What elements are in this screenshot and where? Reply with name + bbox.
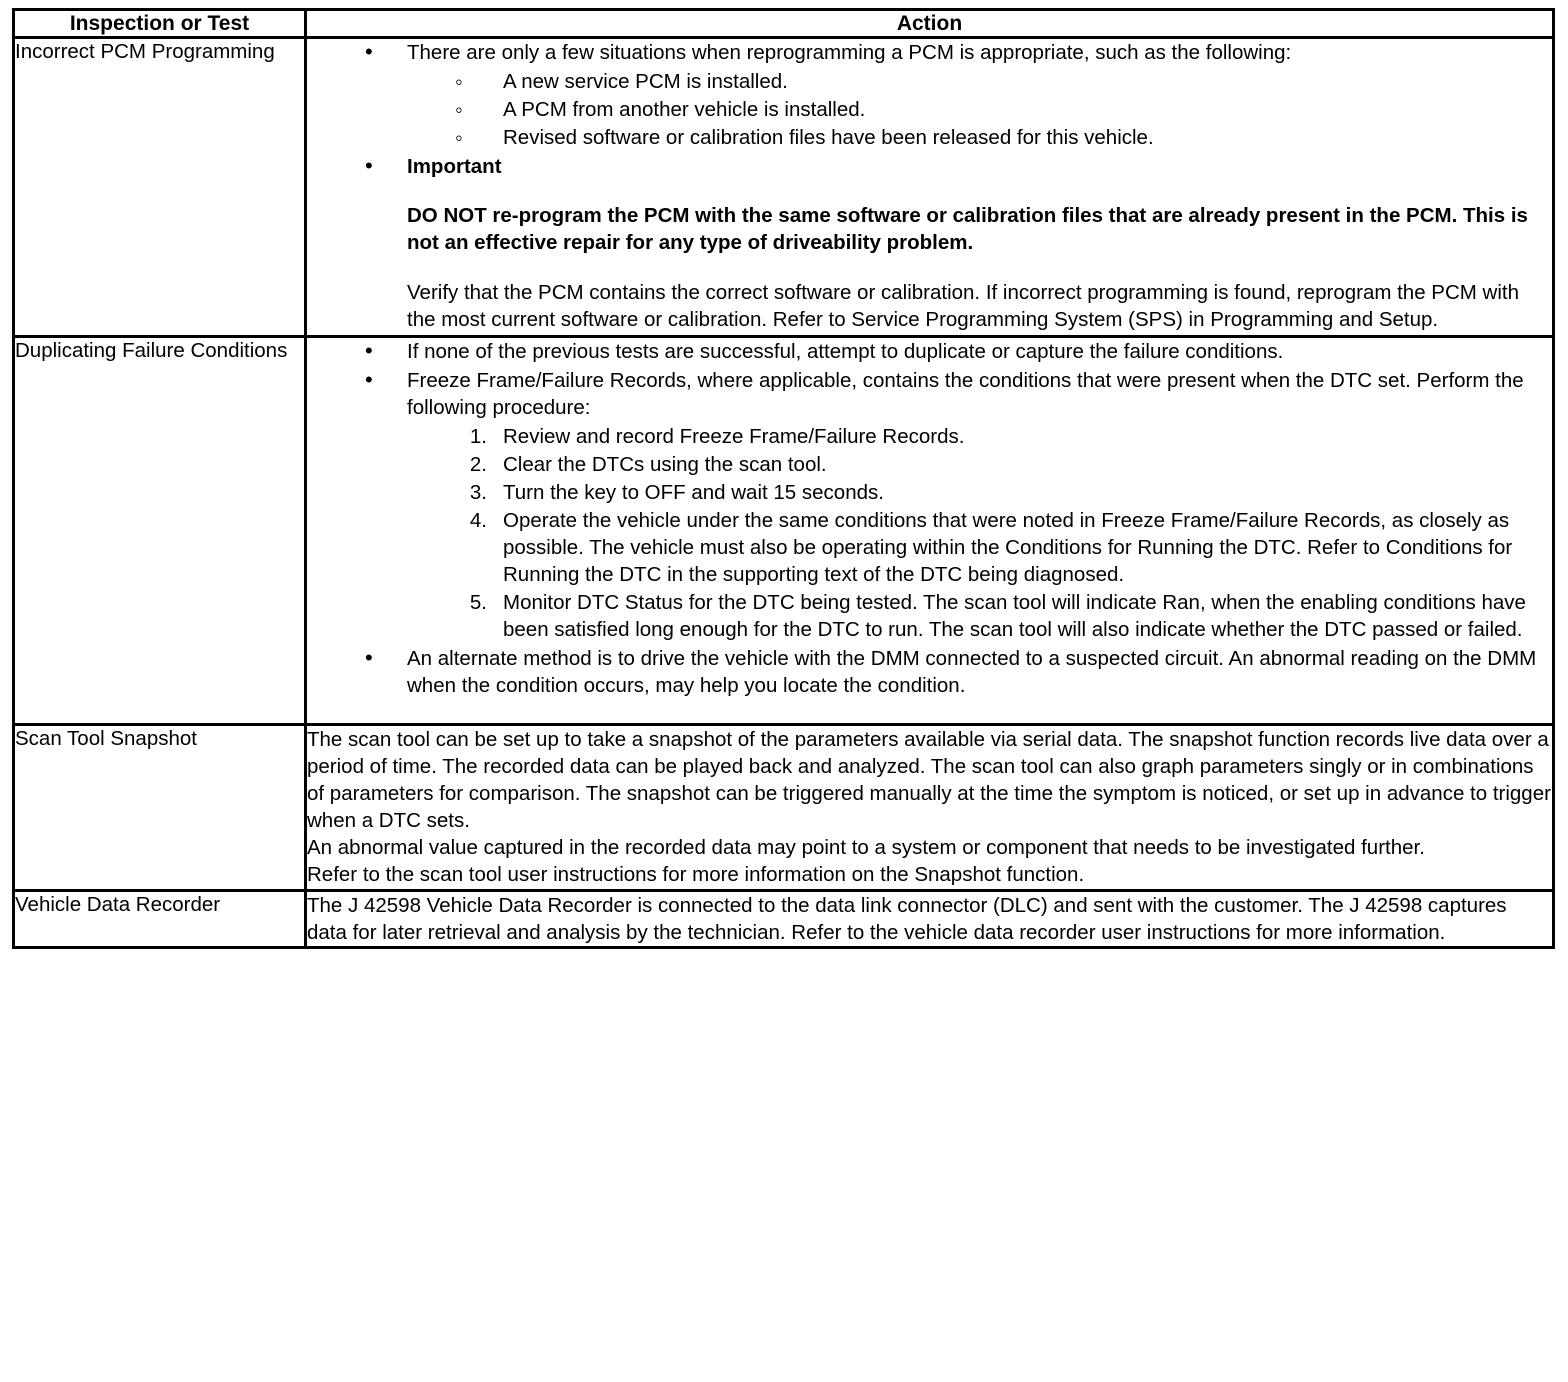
- list-item: [365, 645, 1552, 699]
- bullet-text: There are only a few situations when reprogramming a PCM is appropriate, such as the following:: [407, 41, 1292, 65]
- step-text: Review and record Freeze Frame/Failure Records.: [503, 424, 965, 448]
- row-content-incorrect-pcm-programming: [306, 38, 1554, 336]
- list-item: [453, 589, 1552, 643]
- row-content-duplicating-failure-conditions: [306, 336, 1554, 725]
- diagnostic-table: [12, 8, 1555, 949]
- bullet-list: [307, 338, 1552, 700]
- paragraph: The scan tool can be set up to take a snapshot of the parameters available via serial data. The snapshot function records live data over a period of time. The recorded data can be played back and analyzed. The scan tool can also graph parameters singly or in combinations of parameters for comparison. The snapshot can be triggered manually at the time the symptom is noticed, or set up in advance to trigger when a DTC sets.: [307, 728, 1551, 833]
- verify-text: Verify that the PCM contains the correct software or calibration. If incorrect programming is found, reprogram the PCM with the most current software or calibration. Refer to Service Programming System (SPS) in Programming and Setup.: [407, 280, 1520, 331]
- table-row: [14, 38, 1554, 336]
- step-text: Clear the DTCs using the scan tool.: [503, 452, 827, 476]
- sub-bullet-text: Revised software or calibration files have been released for this vehicle.: [503, 126, 1154, 150]
- row-content-vehicle-data-recorder: [306, 890, 1554, 947]
- list-item: [365, 39, 1552, 151]
- row-label-scan-tool-snapshot: Scan Tool Snapshot: [14, 725, 306, 890]
- step-text: Operate the vehicle under the same conditions that were noted in Freeze Frame/Failure Records, as closely as possible. The vehicle must also be operating within the Conditions for Running the DTC. Refer to Conditions for Running the DTC in the supporting text of the DTC being diagnosed.: [503, 508, 1513, 586]
- row-label-duplicating-failure-conditions: Duplicating Failure Conditions: [14, 336, 306, 725]
- list-item: [365, 367, 1552, 643]
- list-item: [453, 423, 1552, 450]
- bullet-text: If none of the previous tests are successful, attempt to duplicate or capture the failure conditions.: [407, 339, 1284, 363]
- important-heading: • Important: [407, 155, 502, 179]
- paragraph: An abnormal value captured in the recorded data may point to a system or component that needs to be investigated further.: [307, 836, 1425, 860]
- list-item: [455, 124, 1552, 151]
- list-item: [453, 451, 1552, 478]
- list-item: [455, 68, 1552, 95]
- column-header-action: Action: [306, 10, 1554, 38]
- sub-bullet-text: A new service PCM is installed.: [503, 70, 788, 94]
- column-header-inspection-or-test: Inspection or Test: [14, 10, 306, 38]
- list-item: [453, 507, 1552, 588]
- sub-bullet-list: [407, 68, 1552, 151]
- paragraph: Refer to the scan tool user instructions for more information on the Snapshot function.: [307, 863, 1085, 887]
- step-text: Monitor DTC Status for the DTC being tested. The scan tool will indicate Ran, when the enabling conditions have been satisfied long enough for the DTC to run. The scan tool will also indicate whether the DTC passed or failed.: [503, 591, 1526, 642]
- table-row: [14, 890, 1554, 947]
- bullet-list: [307, 39, 1552, 332]
- row-label-vehicle-data-recorder: Vehicle Data Recorder: [14, 890, 306, 947]
- paragraph: The J 42598 Vehicle Data Recorder is connected to the data link connector (DLC) and sent with the customer. The J 42598 captures data for later retrieval and analysis by the technician. Refer to the vehicle data recorder user instructions for more information.: [307, 893, 1507, 944]
- list-item: [365, 338, 1552, 365]
- table-row: [14, 725, 1554, 890]
- row-content-scan-tool-snapshot: [306, 725, 1554, 890]
- list-item: [453, 479, 1552, 506]
- list-item: [455, 96, 1552, 123]
- bullet-text: An alternate method is to drive the vehicle with the DMM connected to a suspected circuit. An abnormal reading on the DMM when the condition occurs, may help you locate the condition.: [407, 647, 1537, 698]
- row-bottom-spacer: [307, 701, 1552, 723]
- row-label-incorrect-pcm-programming: Incorrect PCM Programming: [14, 38, 306, 336]
- step-text: Turn the key to OFF and wait 15 seconds.: [503, 480, 884, 504]
- table-row: [14, 336, 1554, 725]
- table-header-row: [14, 10, 1554, 38]
- bullet-text: Freeze Frame/Failure Records, where applicable, contains the conditions that were present when the DTC set. Perform the following procedure:: [407, 368, 1524, 419]
- list-item: [365, 153, 1552, 332]
- numbered-step-list: [407, 423, 1552, 643]
- sub-bullet-text: A PCM from another vehicle is installed.: [503, 98, 866, 122]
- important-warning-text: DO NOT re-program the PCM with the same software or calibration files that are already present in the PCM. This is not an effective repair for any type of driveability problem.: [407, 204, 1528, 255]
